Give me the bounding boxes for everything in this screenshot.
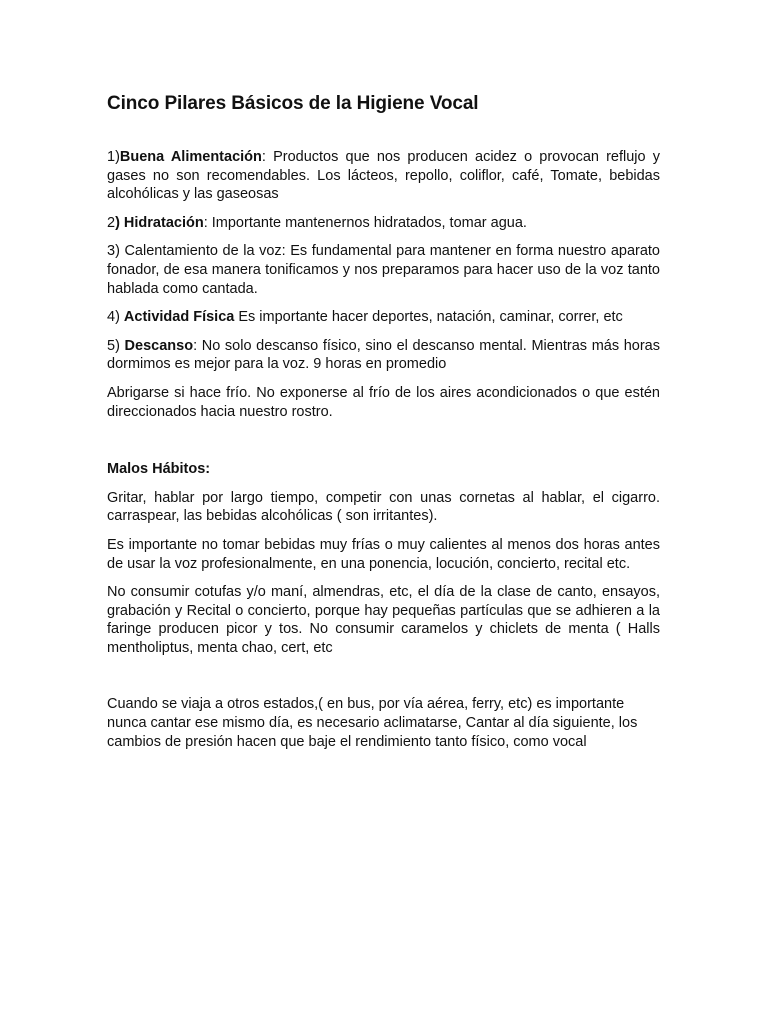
malos-habitos-heading: Malos Hábitos: [107, 461, 211, 478]
pillar-1-prefix: 1) [107, 149, 120, 165]
pillar-2 [107, 214, 660, 233]
pillar-1-label: Buena Alimentación [119, 149, 262, 165]
pillar-5-label: Descanso [124, 337, 194, 354]
pillar-4-text: Es importante hacer deportes, natación, caminar, correr, etc [234, 309, 623, 326]
pillar-2-label: ) Hidratación [115, 214, 204, 231]
viajes-paragraph: Cuando se viaja a otros estados,( en bus, por vía aérea, ferry, etc) es importante nunca cantar ese mismo día, es necesario aclimatarse, Cantar al día siguiente, los cambios de presión hacen que baje el rendimiento tanto físico, como vocal [107, 696, 638, 750]
malos-habitos-item: Gritar, hablar por largo tiempo, competir con unas cornetas al hablar, el cigarro. carraspear, las bebidas alcohólicas ( son irritantes). [107, 489, 660, 525]
pillar-5 [107, 337, 660, 374]
pillar-1 [107, 148, 660, 204]
pillar-2-text: : Importante mantenernos hidratados, tomar agua. [203, 214, 527, 231]
pillar-5-prefix: 5) [107, 337, 125, 354]
pillar-3 [107, 242, 660, 298]
pillar-2-prefix: 2 [107, 214, 116, 231]
document-title: Cinco Pilares Básicos de la Higiene Vocal [107, 93, 479, 114]
pillar-1-text: : Productos que nos producen acidez o provocan reflujo y gases no son recomendables. Los lácteos, repollo, coliflor, café, Tomate, bebidas alcohólicas y las gaseosas [107, 149, 660, 203]
malos-habitos-item: No consumir cotufas y/o maní, almendras, etc, el día de la clase de canto, ensayos, grabación y Recital o concierto, porque hay pequeñas partículas que se adhieren a la faringe producen picor y tos. No consumir caramelos y chiclets de menta ( Halls mentholiptus, menta chao, cert, etc [107, 584, 660, 656]
malos-habitos-item: Es importante no tomar bebidas muy frías o muy calientes al menos dos horas antes de usar la voz profesionalmente, en una ponencia, locución, concierto, recital etc. [107, 536, 660, 572]
pillar-5-text: : No solo descanso físico, sino el descanso mental. Mientras más horas dormimos es mejor para la voz. 9 horas en promedio [107, 337, 660, 373]
pillar-4 [107, 308, 660, 327]
document-body [107, 92, 660, 761]
abrigarse-paragraph: Abrigarse si hace frío. No exponerse al frío de los aires acondicionados o que estén direccionados hacia nuestro rostro. [107, 384, 660, 420]
pillar-4-prefix: 4) [107, 309, 124, 326]
pillar-4-label: Actividad Física [123, 309, 235, 326]
pillar-3-text: 3) Calentamiento de la voz: Es fundamental para mantener en forma nuestro aparato fonador, de esa manera tonificamos y nos preparamos para hacer uso de la voz tanto hablada como cantada. [107, 243, 660, 297]
